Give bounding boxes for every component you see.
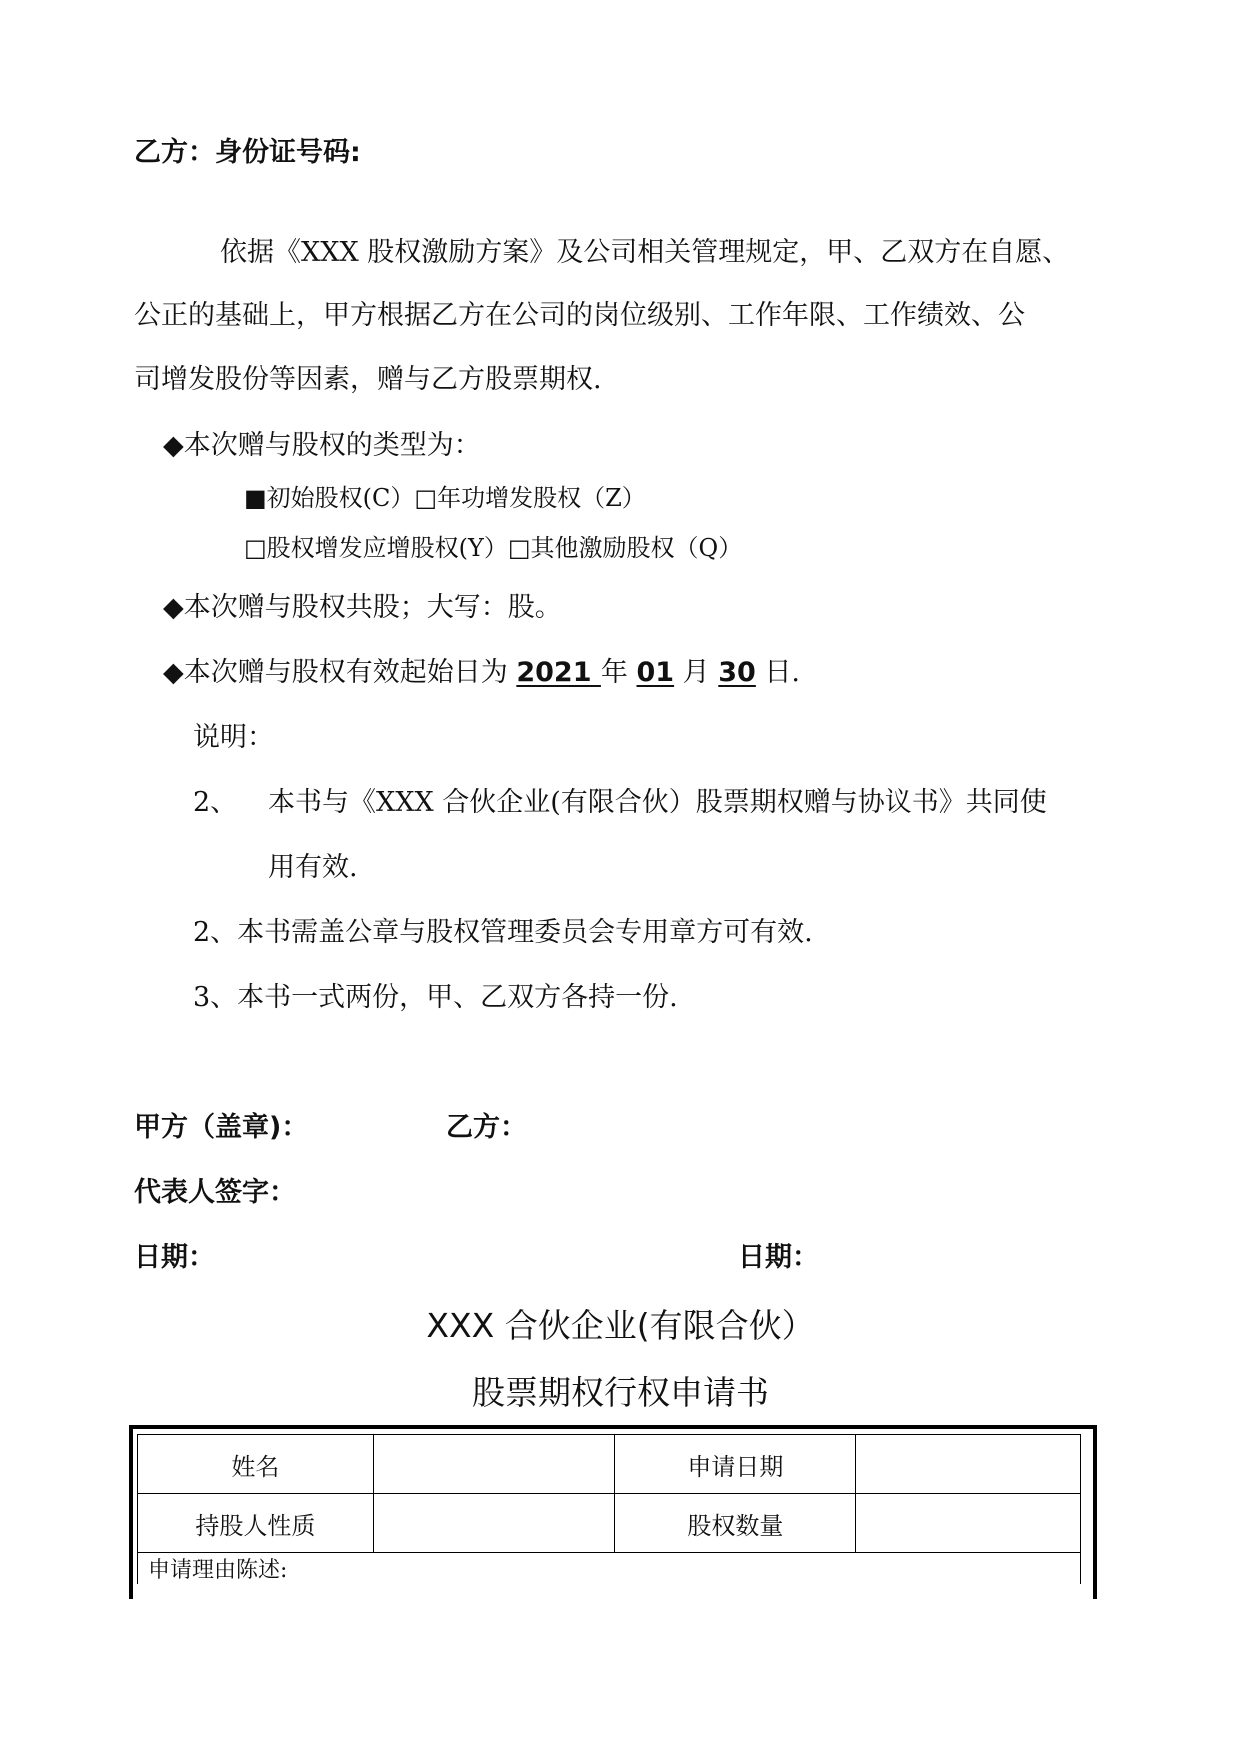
notes-item-1-number: 2、 [193, 787, 238, 818]
effective-date-year-unit: 年 [600, 657, 628, 688]
intro-line-1: 依据《XXX 股权激励方案》及公司相关管理规定，甲、乙双方在自愿、 [220, 237, 1070, 268]
effective-date-line [163, 650, 800, 689]
name-value-cell[interactable] [373, 1435, 615, 1494]
effective-date-prefix: ◆本次赠与股权有效起始日为 [163, 657, 508, 688]
name-label-cell: 姓名 [138, 1435, 374, 1494]
party-b-signature-label: 乙方： [446, 1112, 527, 1143]
holder-type-label-cell: 持股人性质 [138, 1494, 374, 1553]
equity-qty-label-cell: 股权数量 [615, 1494, 856, 1553]
table-row [138, 1553, 1081, 1585]
date-left-label: 日期： [134, 1242, 215, 1273]
date-right-label: 日期： [738, 1242, 819, 1273]
notes-item-1-line-1: 本书与《XXX 合伙企业(有限合伙）股票期权赠与协议书》共同使 [268, 787, 1047, 818]
effective-date-year: 2021 [516, 657, 601, 688]
share-count-line: ◆本次赠与股权共股；大写：股。 [163, 592, 562, 623]
apply-date-value-cell[interactable] [856, 1435, 1081, 1494]
notes-item-3: 3、本书一式两份，甲、乙双方各持一份. [193, 982, 678, 1013]
apply-date-label-cell: 申请日期 [615, 1435, 856, 1494]
holder-type-value-cell[interactable] [373, 1494, 615, 1553]
form-title-line-2: 股票期权行权申请书 [472, 1373, 769, 1412]
application-form-table [137, 1434, 1081, 1584]
form-title-line-1: XXX 合伙企业(有限合伙） [426, 1306, 815, 1345]
party-b-id-label: 乙方：身份证号码: [134, 137, 361, 168]
table-row [138, 1435, 1081, 1494]
intro-line-2: 公正的基础上，甲方根据乙方在公司的岗位级别、工作年限、工作绩效、公 [134, 300, 1025, 331]
effective-date-day: 30 [718, 657, 756, 688]
effective-date-day-unit: 日. [764, 657, 801, 688]
effective-date-month: 01 [636, 657, 675, 688]
reason-label-cell[interactable]: 申请理由陈述: [138, 1553, 1081, 1585]
effective-date-month-unit: 月 [682, 657, 710, 688]
table-row [138, 1494, 1081, 1553]
equity-qty-value-cell[interactable] [856, 1494, 1081, 1553]
intro-line-3: 司增发股份等因素，赠与乙方股票期权. [134, 364, 602, 395]
equity-type-options-row-1: ■初始股权(C）□年功增发股权（Z） [244, 484, 646, 512]
notes-item-1-line-2: 用有效. [268, 852, 358, 883]
notes-heading: 说明： [193, 722, 274, 753]
party-a-seal-label: 甲方（盖章)： [134, 1112, 309, 1143]
equity-type-options-row-2: □股权增发应增股权(Y）□其他激励股权（Q） [244, 534, 743, 562]
equity-type-heading: ◆本次赠与股权的类型为： [163, 430, 481, 461]
notes-item-2: 2、本书需盖公章与股权管理委员会专用章方可有效. [193, 917, 813, 948]
representative-signature-label: 代表人签字： [134, 1177, 296, 1208]
